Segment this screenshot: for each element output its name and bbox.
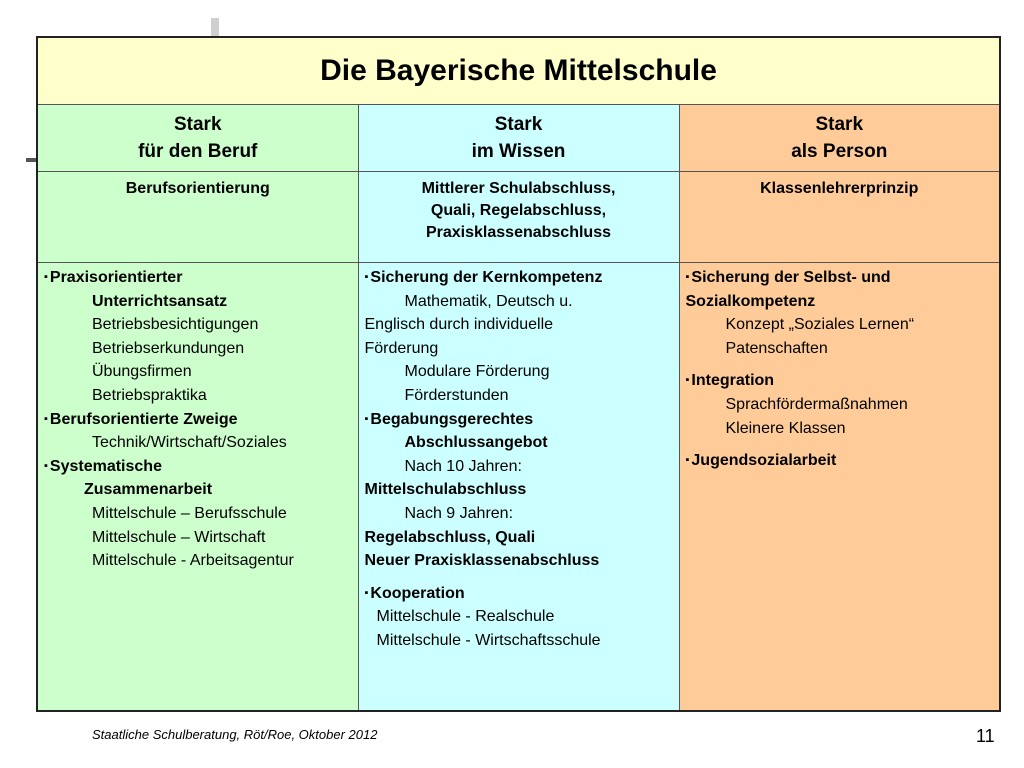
subheader-wissen-line: Mittlerer Schulabschluss, — [421, 180, 616, 197]
header-person-line2: als Person — [791, 141, 888, 162]
list-item: Technik/Wirtschaft/Soziales — [92, 434, 287, 452]
list-item: Neuer Praxisklassenabschluss — [364, 552, 600, 570]
item-text: Kooperation — [370, 584, 465, 602]
subheader-person-line: Klassenlehrerprinzip — [760, 180, 919, 197]
list-item: Patenschaften — [725, 339, 828, 357]
list-item: Mittelschule - Realschule — [376, 608, 555, 626]
list-item: Konzept „Soziales Lernen“ — [725, 316, 915, 334]
item-text: Integration — [691, 372, 775, 390]
header-person — [679, 105, 1000, 172]
header-person-line1: Stark — [815, 114, 864, 135]
header-wissen — [358, 105, 679, 172]
list-item: Zusammenarbeit — [84, 481, 213, 499]
list-item: Betriebsbesichtigungen — [92, 316, 259, 334]
list-item: Förderstunden — [404, 386, 509, 404]
subheader-wissen — [358, 172, 679, 263]
list-item: Mittelschule – Wirtschaft — [92, 528, 266, 546]
list-item: Kleinere Klassen — [725, 419, 846, 437]
list-item — [365, 266, 675, 290]
item-text: Jugendsozialarbeit — [691, 452, 837, 470]
list-item — [44, 266, 354, 290]
item-text: Sicherung der Selbst- und — [691, 269, 891, 286]
item-text: Sicherung der Kernkompetenz — [370, 269, 603, 286]
subheader-beruf — [37, 172, 358, 263]
header-beruf-line2: für den Beruf — [138, 141, 258, 162]
list-item: Unterrichtsansatz — [92, 292, 228, 310]
header-beruf-line1: Stark — [173, 114, 222, 135]
list-item: Mittelschule – Berufsschule — [92, 504, 287, 522]
item-text: Berufsorientierte Zweige — [49, 410, 238, 428]
list-item: Übungsfirmen — [92, 363, 192, 381]
list-item: Sozialkompetenz — [685, 292, 816, 310]
header-wissen-line1: Stark — [494, 114, 543, 135]
content-wissen — [358, 263, 679, 712]
list-item: Betriebserkundungen — [92, 339, 245, 357]
list-item — [44, 408, 354, 432]
subheader-beruf-line: Berufsorientierung — [125, 180, 270, 197]
header-wissen-line2: im Wissen — [471, 141, 566, 162]
list-item: Modulare Förderung — [404, 363, 550, 381]
list-item: Betriebspraktika — [92, 386, 207, 404]
item-text: Praxisorientierter — [49, 269, 183, 286]
list-item: Mathematik, Deutsch u. — [404, 292, 573, 310]
bullet-icon: ▪ — [685, 374, 690, 387]
header-beruf — [37, 105, 358, 172]
page-number: 11 — [976, 726, 995, 746]
bullet-icon: ▪ — [364, 412, 369, 425]
list-item — [686, 266, 996, 290]
list-item: Nach 10 Jahren: — [404, 457, 522, 475]
list-item — [686, 449, 996, 473]
item-text: Begabungsgerechtes — [370, 410, 534, 428]
bullet-icon: ▪ — [44, 412, 48, 425]
list-item: Englisch durch individuelle — [364, 316, 554, 334]
bullet-icon: ▪ — [44, 271, 48, 283]
list-item — [365, 582, 675, 606]
bullet-icon: ▪ — [685, 454, 690, 467]
list-item: Abschlussangebot — [404, 434, 548, 452]
list-item: Förderung — [364, 339, 439, 357]
footer-source: Staatliche Schulberatung, Röt/Roe, Oktober 2012 — [92, 727, 378, 742]
list-item: Nach 9 Jahren: — [404, 504, 514, 522]
overview-table — [36, 36, 1001, 712]
subheader-wissen-line: Quali, Regelabschluss, — [430, 202, 607, 219]
content-person — [679, 263, 1000, 712]
bullet-icon: ▪ — [44, 459, 48, 472]
item-text: Systematische — [49, 457, 162, 475]
list-item: Mittelschulabschluss — [364, 481, 527, 499]
bullet-icon: ▪ — [685, 271, 690, 283]
slide-title: Die Bayerische Mittelschule — [37, 37, 1000, 105]
subheader-wissen-line: Praxisklassenabschluss — [425, 224, 611, 241]
subheader-person — [679, 172, 1000, 263]
list-item: Mittelschule - Wirtschaftsschule — [376, 631, 601, 649]
list-item: Sprachfördermaßnahmen — [725, 395, 908, 413]
list-item — [44, 455, 354, 479]
bullet-icon: ▪ — [364, 271, 369, 283]
list-item — [365, 408, 675, 432]
list-item: Regelabschluss, Quali — [364, 528, 536, 546]
list-item: Mittelschule - Arbeitsagentur — [92, 552, 294, 570]
list-item — [686, 369, 996, 393]
bullet-icon: ▪ — [364, 586, 369, 599]
content-beruf — [37, 263, 358, 712]
